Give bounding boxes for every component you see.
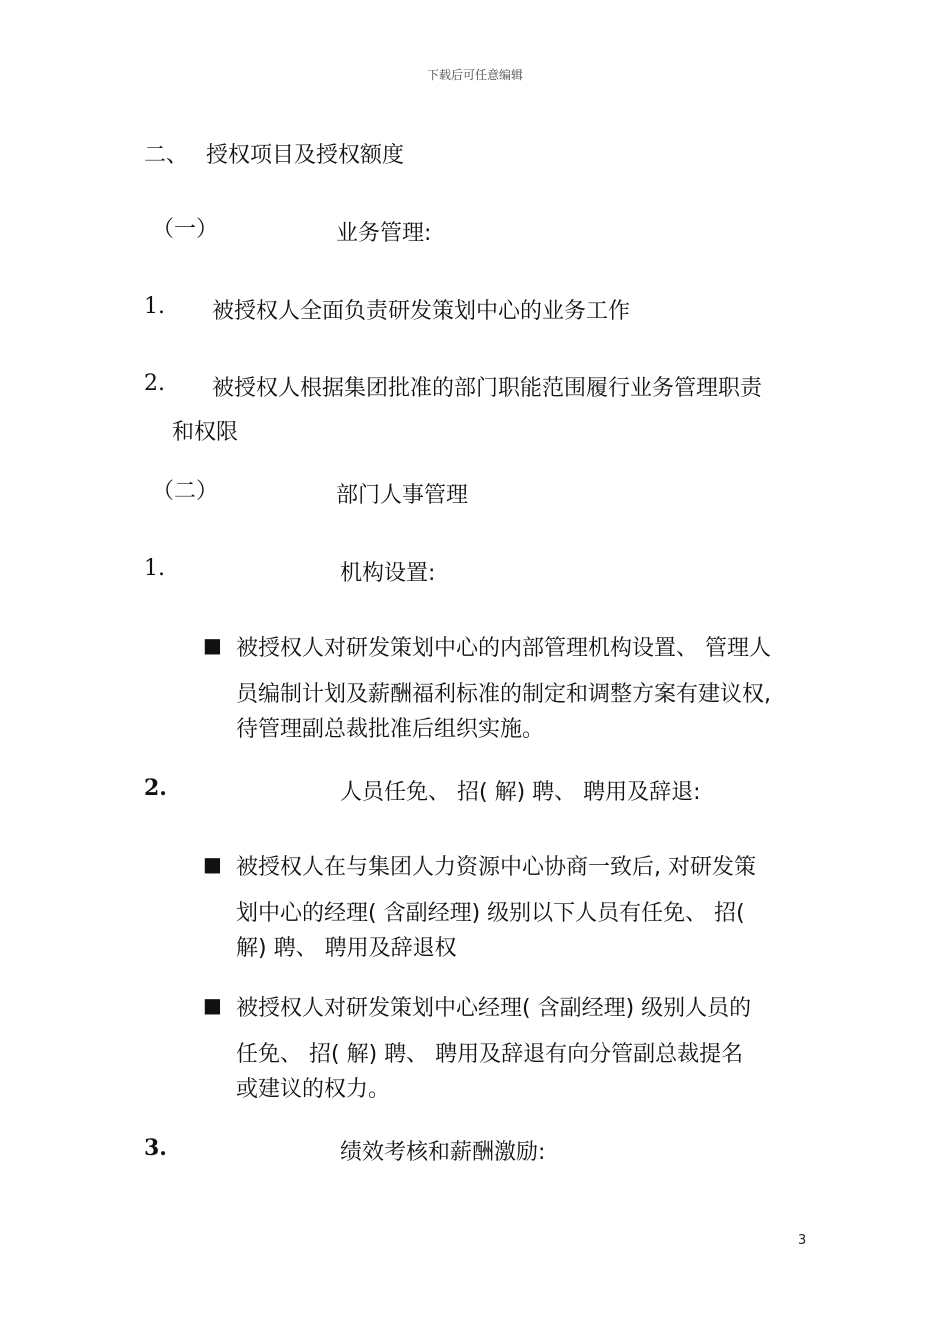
- bullet-text: 被授权人对研发策划中心的内部管理机构设置、 管理人: [236, 636, 771, 661]
- bullet-text: 划中心的经理( 含副经理) 级别以下人员有任免、 招(: [236, 901, 745, 926]
- bullet-text: 或建议的权力。: [236, 1077, 391, 1102]
- sub-item-2-number: 2.: [144, 775, 167, 801]
- subsection-2-number: （二）: [152, 479, 219, 504]
- section-heading: [144, 138, 404, 169]
- section-heading-title: 授权项目及授权额度: [206, 143, 405, 168]
- list-item-text: 被授权人根据集团批准的部门职能范围履行业务管理职责: [212, 376, 763, 401]
- section-heading-number: 二、: [144, 143, 189, 168]
- bullet-text: 任免、 招( 解) 聘、 聘用及辞退有向分管副总裁提名: [236, 1042, 744, 1067]
- list-item-text-continued: 和权限: [172, 420, 239, 445]
- bullet-icon: ■: [203, 633, 222, 657]
- page-header: 下载后可任意编辑: [426, 68, 523, 82]
- sub-item-1-number: 1.: [144, 556, 165, 581]
- sub-item-1-title: 机构设置:: [340, 561, 436, 586]
- bullet-text: 待管理副总裁批准后组织实施。: [236, 717, 545, 742]
- subsection-1-number: （一）: [152, 217, 219, 242]
- sub-item-2-title: 人员任免、 招( 解) 聘、 聘用及辞退:: [340, 780, 701, 805]
- list-item-number: 1.: [144, 294, 165, 319]
- subsection-1-title: 业务管理:: [336, 221, 432, 246]
- bullet-text: 解) 聘、 聘用及辞退权: [236, 936, 457, 961]
- list-item-number: 2.: [144, 371, 165, 396]
- page-number: 3: [798, 1233, 807, 1248]
- bullet-text: 被授权人在与集团人力资源中心协商一致后, 对研发策: [236, 855, 756, 880]
- bullet-text: 员编制计划及薪酬福利标准的制定和调整方案有建议权,: [236, 682, 771, 707]
- bullet-icon: ■: [203, 852, 222, 876]
- sub-item-3-title: 绩效考核和薪酬激励:: [340, 1140, 546, 1165]
- subsection-2-title: 部门人事管理: [336, 483, 469, 508]
- sub-item-3-number: 3.: [144, 1135, 167, 1161]
- bullet-text: 被授权人对研发策划中心经理( 含副经理) 级别人员的: [236, 996, 752, 1021]
- bullet-icon: ■: [203, 993, 222, 1017]
- list-item-text: 被授权人全面负责研发策划中心的业务工作: [212, 299, 631, 324]
